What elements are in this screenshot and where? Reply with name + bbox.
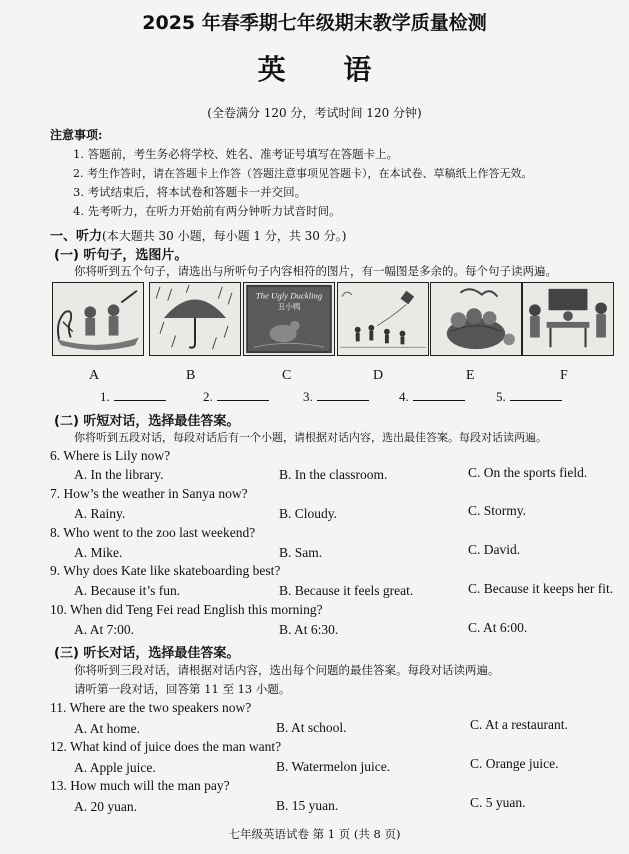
part1-instruction: 你将听到五个句子，请选出与所听句子内容相符的图片，有一幅图是多余的。每个句子读两遍。 <box>74 264 557 278</box>
option-12c[interactable]: C. Orange juice. <box>470 756 559 771</box>
picture-letter-b: B <box>186 368 196 383</box>
option-13a[interactable]: A. 20 yuan. <box>74 799 137 814</box>
option-13c[interactable]: C. 5 yuan. <box>470 795 526 810</box>
answer-blank[interactable] <box>303 388 369 405</box>
exam-meta: (全卷满分 120 分，考试时间 120 分钟) <box>207 106 422 120</box>
option-10b[interactable]: B. At 6:30. <box>279 622 339 637</box>
option-11b[interactable]: B. At school. <box>276 720 347 735</box>
answer-blank[interactable] <box>203 388 269 405</box>
option-10c[interactable]: C. At 6:00. <box>468 620 528 635</box>
part3-instruction: 你将听到三段对话，请根据对话内容，选出每个问题的最佳答案。每段对话读两遍。 <box>74 663 500 677</box>
note-item: 3. 考试结束后，将本试卷和答题卡一并交回。 <box>73 185 307 199</box>
kite-illustration <box>338 283 428 355</box>
picture-letter-f: F <box>560 368 568 383</box>
option-8c[interactable]: C. David. <box>468 542 521 557</box>
option-12b[interactable]: B. Watermelon juice. <box>276 759 391 774</box>
option-9a[interactable]: A. Because it’s fun. <box>74 583 181 598</box>
harvest-illustration <box>431 283 521 355</box>
notes-heading: 注意事项: <box>50 128 103 142</box>
section-title: 一、听力 <box>50 229 103 244</box>
part3-heading: (三) 听长对话，选择最佳答案。 <box>54 646 240 661</box>
blank-number: 5. <box>496 389 506 404</box>
dragon-boat-illustration <box>53 283 143 355</box>
blank-number: 3. <box>303 389 313 404</box>
option-7c[interactable]: C. Stormy. <box>468 503 527 518</box>
option-10a[interactable]: A. At 7:00. <box>74 622 135 637</box>
answer-blank[interactable] <box>496 388 562 405</box>
section-note: (本大题共 30 小题，每小题 1 分，共 30 分。) <box>102 229 347 243</box>
question-6: 6. Where is Lily now? <box>50 448 171 463</box>
picture-letter-a: A <box>89 368 100 383</box>
answer-blank[interactable] <box>399 388 465 405</box>
question-11: 11. Where are the two speakers now? <box>50 700 252 715</box>
option-9c[interactable]: C. Because it keeps her fit. <box>468 581 614 596</box>
blank-number: 4. <box>399 389 409 404</box>
question-7: 7. How’s the weather in Sanya now? <box>50 486 248 501</box>
book-illustration <box>244 283 334 355</box>
option-9b[interactable]: B. Because it feels great. <box>279 583 414 598</box>
picture-letter-e: E <box>466 368 475 383</box>
book-title-cn: 丑小鸭 <box>277 302 301 312</box>
picture-dragon-boat <box>52 282 144 356</box>
blank-number: 1. <box>100 389 110 404</box>
option-6a[interactable]: A. In the library. <box>74 467 164 482</box>
option-12a[interactable]: A. Apple juice. <box>74 760 156 775</box>
part1-heading: (一) 听句子，选图片。 <box>54 248 188 263</box>
question-9: 9. Why does Kate like skateboarding best? <box>50 563 281 578</box>
section-heading <box>50 225 346 244</box>
part2-instruction: 你将听到五段对话，每段对话后有一个小题，请根据对话内容，选出最佳答案。每段对话读两遍。 <box>74 431 547 444</box>
picture-letter-d: D <box>373 368 384 383</box>
picture-harvest-vegetables <box>430 282 522 356</box>
book-title: The Ugly Duckling <box>255 290 323 301</box>
note-item: 4. 先考听力，在听力开始前有两分钟听力试音时间。 <box>73 204 341 218</box>
question-12: 12. What kind of juice does the man want? <box>50 739 282 754</box>
exam-title: 2025 年春季期七年级期末教学质量检测 <box>142 12 487 34</box>
classroom-illustration <box>523 283 613 355</box>
answer-blank[interactable] <box>100 388 166 405</box>
question-10: 10. When did Teng Fei read English this morning? <box>50 602 323 617</box>
option-6c[interactable]: C. On the sports field. <box>468 465 588 480</box>
blank-number: 2. <box>203 389 213 404</box>
part3-sub-instruction: 请听第一段对话，回答第 11 至 13 小题。 <box>74 682 291 696</box>
option-6b[interactable]: B. In the classroom. <box>279 467 388 482</box>
picture-umbrella-rain <box>149 282 241 356</box>
picture-kite-flying <box>337 282 429 356</box>
option-8b[interactable]: B. Sam. <box>279 545 323 560</box>
picture-letter-c: C <box>282 368 292 383</box>
umbrella-rain-illustration <box>150 283 240 355</box>
option-11a[interactable]: A. At home. <box>74 721 140 736</box>
part2-heading: (二) 听短对话，选择最佳答案。 <box>54 414 240 429</box>
question-8: 8. Who went to the zoo last weekend? <box>50 525 256 540</box>
option-11c[interactable]: C. At a restaurant. <box>470 717 568 732</box>
page-footer: 七年级英语试卷 第 1 页 (共 8 页) <box>228 827 401 841</box>
note-item: 1. 答题前，考生务必将学校、姓名、准考证号填写在答题卡上。 <box>73 147 399 161</box>
note-item: 2. 考生作答时，请在答题卡上作答（答题注意事项见答题卡），在本试卷、草稿纸上作答无效。 <box>73 167 533 180</box>
option-8a[interactable]: A. Mike. <box>74 545 123 560</box>
picture-book-ugly-duckling <box>243 282 335 356</box>
subject-title: 英 语 <box>257 53 396 86</box>
question-13: 13. How much will the man pay? <box>50 778 230 793</box>
picture-classroom <box>522 282 614 356</box>
option-13b[interactable]: B. 15 yuan. <box>276 798 339 813</box>
option-7a[interactable]: A. Rainy. <box>74 506 126 521</box>
option-7b[interactable]: B. Cloudy. <box>279 506 338 521</box>
